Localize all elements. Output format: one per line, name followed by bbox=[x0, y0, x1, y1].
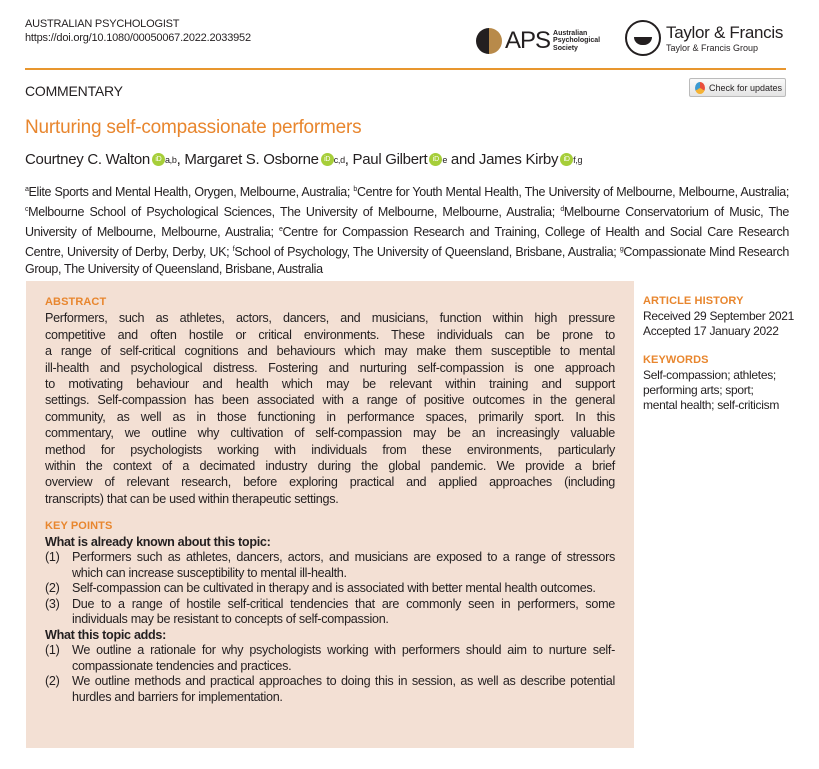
abstract-line: commentary, we outline why cultivation of self-compassion may be an increasingly valuable bbox=[45, 426, 615, 441]
affiliation-sup: a bbox=[25, 186, 29, 193]
key-point-number: (2) bbox=[45, 674, 60, 688]
received-date: Received 29 September 2021 bbox=[643, 309, 794, 323]
check-updates-label: Check for updates bbox=[709, 82, 783, 93]
author-separator: , bbox=[344, 151, 353, 168]
author-list bbox=[25, 151, 582, 168]
header-divider bbox=[25, 68, 786, 70]
author-affiliation-sup: f,g bbox=[573, 154, 583, 165]
key-point-number: (1) bbox=[45, 643, 60, 657]
abstract-line: transcripts) that can be used within therapeutic settings. bbox=[45, 491, 339, 506]
affiliation-sup: e bbox=[278, 226, 283, 233]
article-title: Nurturing self-compassionate performers bbox=[25, 117, 362, 138]
abstract-line: to motivating behaviour and health which may be relevant within training and support bbox=[45, 377, 615, 392]
orcid-icon[interactable]: iD bbox=[429, 153, 442, 166]
key-point-text: Self-compassion can be cultivated in therapy and is associated with better mental health outcomes. bbox=[72, 581, 596, 595]
affiliation-text: Melbourne School of Psychological Sciences, The University of Melbourne, Melbourne, Australia; bbox=[28, 205, 561, 219]
keywords-heading: KEYWORDS bbox=[643, 354, 709, 366]
abstract-line: competitive and often hostile or critical environments. These individuals can be prone to bbox=[45, 327, 615, 342]
affiliation-text: Elite Sports and Mental Health, Orygen, Melbourne, Australia; bbox=[28, 185, 354, 199]
aps-leaf-icon bbox=[476, 28, 502, 54]
keywords-line: mental health; self-criticism bbox=[643, 398, 780, 412]
doi-link[interactable]: https://doi.org/10.1080/00050067.2022.2033952 bbox=[25, 32, 251, 44]
journal-name: AUSTRALIAN PSYCHOLOGIST bbox=[25, 18, 180, 30]
affiliation-text: Melbourne Conservatorium of Music, The University of Melbourne, Melbourne, Australia; bbox=[25, 205, 789, 239]
key-point-number: (3) bbox=[45, 596, 60, 611]
adds-heading: What this topic adds: bbox=[45, 627, 167, 642]
affiliation-text: Centre for Youth Mental Health, The University of Melbourne, Melbourne, Australia; bbox=[356, 185, 789, 199]
orcid-icon[interactable]: iD bbox=[560, 153, 573, 166]
abstract-line: ill-health and psychological distress. Fostering and nurturing self-compassion is one approach bbox=[45, 360, 615, 375]
author-affiliation-sup: a,b bbox=[164, 154, 177, 165]
taylor-francis-logo bbox=[625, 20, 783, 56]
abstract-line: Performers, such as athletes, actors, dancers, and musicians, function within high pressure bbox=[45, 311, 615, 326]
aps-logo-text: APS bbox=[505, 27, 551, 54]
affiliation-sup: c bbox=[25, 206, 29, 213]
key-point-text: Due to a range of hostile self-critical tendencies that are commonly seen in performers, some individuals may be resistant to concepts of self-compassion. bbox=[72, 596, 615, 626]
check-for-updates-button[interactable] bbox=[689, 78, 786, 97]
abstract-line: settings. Self-compassion has been associated with a range of positive outcomes in the general bbox=[45, 393, 615, 408]
tf-logo-sub: Taylor & Francis Group bbox=[666, 43, 759, 53]
keywords-line: Self-compassion; athletes; bbox=[643, 368, 776, 382]
aps-sub-line: Australian bbox=[553, 29, 588, 37]
keywords-line: performing arts; sport; bbox=[643, 383, 754, 397]
affiliation-sup: g bbox=[619, 246, 624, 253]
abstract-line: a range of self-critical cognitions and behaviours which may make them susceptible to mental bbox=[45, 344, 615, 359]
author-name: Margaret S. Osborne bbox=[184, 151, 319, 168]
orcid-icon[interactable]: iD bbox=[321, 153, 334, 166]
key-point-text: Performers such as athletes, dancers, actors, and musicians are exposed to a range of stressors which can increase susceptibility to mental ill-health. bbox=[72, 550, 615, 580]
crossmark-icon bbox=[695, 82, 705, 94]
journal-header bbox=[25, 17, 251, 45]
author-separator: and bbox=[447, 151, 479, 168]
author-separator: , bbox=[176, 151, 185, 168]
tf-logo-name: Taylor & Francis bbox=[666, 23, 784, 42]
key-point-text: We outline methods and practical approaches to doing this in session, as well as describe potential hurdles and barriers for implementation. bbox=[72, 674, 615, 704]
author-name: Paul Gilbert bbox=[352, 151, 428, 168]
abstract-line: overview of relevant research, before exploring practical and applied approaches (including bbox=[45, 475, 615, 490]
key-point-item bbox=[45, 643, 615, 674]
known-heading: What is already known about this topic: bbox=[45, 534, 271, 549]
key-point-number: (2) bbox=[45, 581, 60, 595]
affiliation-text: Compassionate Mind Research Group, The University of Queensland, Brisbane, Australia bbox=[25, 245, 789, 276]
affiliation-sup: b bbox=[353, 186, 357, 193]
orcid-icon[interactable]: iD bbox=[152, 153, 165, 166]
affiliations bbox=[25, 181, 789, 278]
key-points bbox=[45, 519, 615, 705]
article-type: COMMENTARY bbox=[25, 83, 123, 99]
key-point-item bbox=[45, 550, 615, 581]
abstract-line: community, as well as in those functioning in performance spaces, primarily sport. In this bbox=[45, 409, 615, 424]
abstract-heading: ABSTRACT bbox=[45, 296, 107, 308]
abstract-line: within the context of a decimated industry during the global pandemic. We provide a brief bbox=[45, 459, 615, 474]
article-sidebar bbox=[643, 294, 794, 413]
author-affiliation-sup: c,d bbox=[333, 154, 345, 165]
affiliation-text: Centre for Compassion Research and Training, College of Health and Social Care Research Centre, University of Derby, Derby, UK; bbox=[25, 225, 789, 259]
lamp-icon bbox=[625, 20, 661, 56]
affiliation-sup: f bbox=[232, 246, 235, 253]
affiliation-text: School of Psychology, The University of Queensland, Brisbane, Australia; bbox=[234, 245, 620, 259]
author-name: Courtney C. Walton bbox=[25, 151, 150, 168]
affiliation-sup: d bbox=[560, 206, 564, 213]
article-history-heading: ARTICLE HISTORY bbox=[643, 295, 744, 307]
aps-logo-subtitle bbox=[553, 30, 600, 53]
abstract bbox=[45, 294, 615, 507]
key-points-heading: KEY POINTS bbox=[45, 520, 113, 532]
key-point-item bbox=[45, 581, 615, 597]
author-name: James Kirby bbox=[478, 151, 559, 168]
key-point-item bbox=[45, 674, 615, 705]
abstract-line: method for psychologists working with individuals from these environments, particularly bbox=[45, 442, 615, 457]
author-affiliation-sup: e bbox=[442, 154, 448, 165]
aps-logo bbox=[476, 27, 600, 55]
key-point-number: (1) bbox=[45, 550, 60, 564]
aps-sub-line: Society bbox=[553, 44, 578, 52]
key-point-text: We outline a rationale for why psychologists working with performers should aim to nurture self-compassionate tendencies and practices. bbox=[72, 643, 615, 673]
accepted-date: Accepted 17 January 2022 bbox=[643, 324, 779, 338]
key-point-item bbox=[45, 597, 615, 628]
aps-sub-line: Psychological bbox=[553, 37, 601, 45]
